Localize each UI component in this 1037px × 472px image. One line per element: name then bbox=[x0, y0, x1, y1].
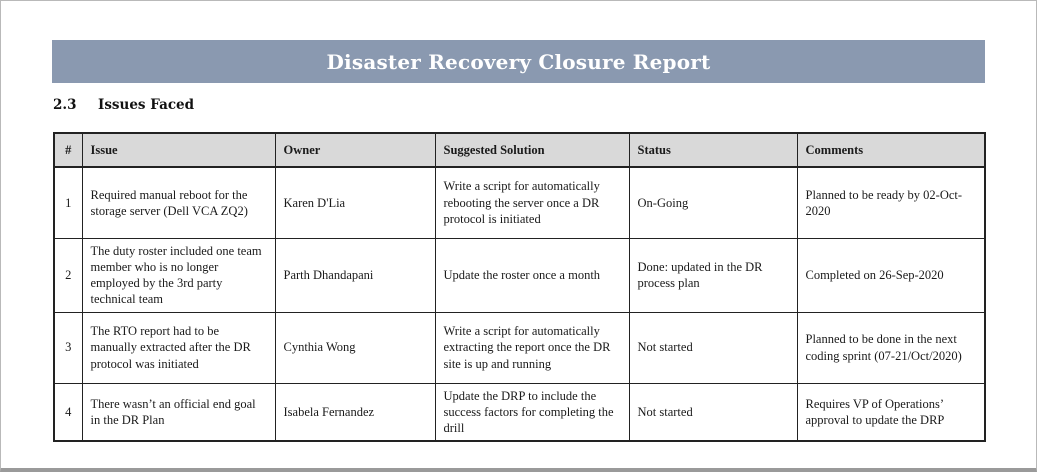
column-header-issue: Issue bbox=[82, 133, 275, 167]
issue-cell: Required manual reboot for the storage server (Dell VCA ZQ2) bbox=[82, 167, 275, 238]
owner-cell: Parth Dhandapani bbox=[275, 238, 435, 312]
table-row bbox=[54, 167, 985, 238]
section-heading bbox=[53, 97, 194, 113]
report-title-banner bbox=[52, 40, 985, 83]
table-row bbox=[54, 238, 985, 312]
comments-cell: Completed on 26-Sep-2020 bbox=[797, 238, 985, 312]
status-cell: On-Going bbox=[629, 167, 797, 238]
issues-table bbox=[53, 132, 986, 442]
row-num: 1 bbox=[54, 167, 82, 238]
column-header-num: # bbox=[54, 133, 82, 167]
table-row bbox=[54, 383, 985, 441]
column-header-solution: Suggested Solution bbox=[435, 133, 629, 167]
table-row bbox=[54, 312, 985, 383]
owner-cell: Isabela Fernandez bbox=[275, 383, 435, 441]
section-number: 2.3 bbox=[53, 97, 77, 113]
column-header-comments: Comments bbox=[797, 133, 985, 167]
comments-cell: Planned to be done in the next coding sprint (07-21/Oct/2020) bbox=[797, 312, 985, 383]
issue-cell: The duty roster included one team member who is no longer employed by the 3rd party technical team bbox=[82, 238, 275, 312]
column-header-status: Status bbox=[629, 133, 797, 167]
issue-cell: The RTO report had to be manually extracted after the DR protocol was initiated bbox=[82, 312, 275, 383]
owner-cell: Karen D'Lia bbox=[275, 167, 435, 238]
comments-cell: Planned to be ready by 02-Oct-2020 bbox=[797, 167, 985, 238]
solution-cell: Update the roster once a month bbox=[435, 238, 629, 312]
solution-cell: Update the DRP to include the success factors for completing the drill bbox=[435, 383, 629, 441]
section-title: Issues Faced bbox=[98, 97, 195, 113]
column-header-owner: Owner bbox=[275, 133, 435, 167]
row-num: 2 bbox=[54, 238, 82, 312]
owner-cell: Cynthia Wong bbox=[275, 312, 435, 383]
issue-cell: There wasn’t an official end goal in the DR Plan bbox=[82, 383, 275, 441]
solution-cell: Write a script for automatically extracting the report once the DR site is up and running bbox=[435, 312, 629, 383]
table-header-row bbox=[54, 133, 985, 167]
report-title: Disaster Recovery Closure Report bbox=[326, 49, 711, 74]
status-cell: Not started bbox=[629, 383, 797, 441]
comments-cell: Requires VP of Operations’ approval to update the DRP bbox=[797, 383, 985, 441]
row-num: 3 bbox=[54, 312, 82, 383]
status-cell: Done: updated in the DR process plan bbox=[629, 238, 797, 312]
status-cell: Not started bbox=[629, 312, 797, 383]
solution-cell: Write a script for automatically rebooting the server once a DR protocol is initiated bbox=[435, 167, 629, 238]
row-num: 4 bbox=[54, 383, 82, 441]
